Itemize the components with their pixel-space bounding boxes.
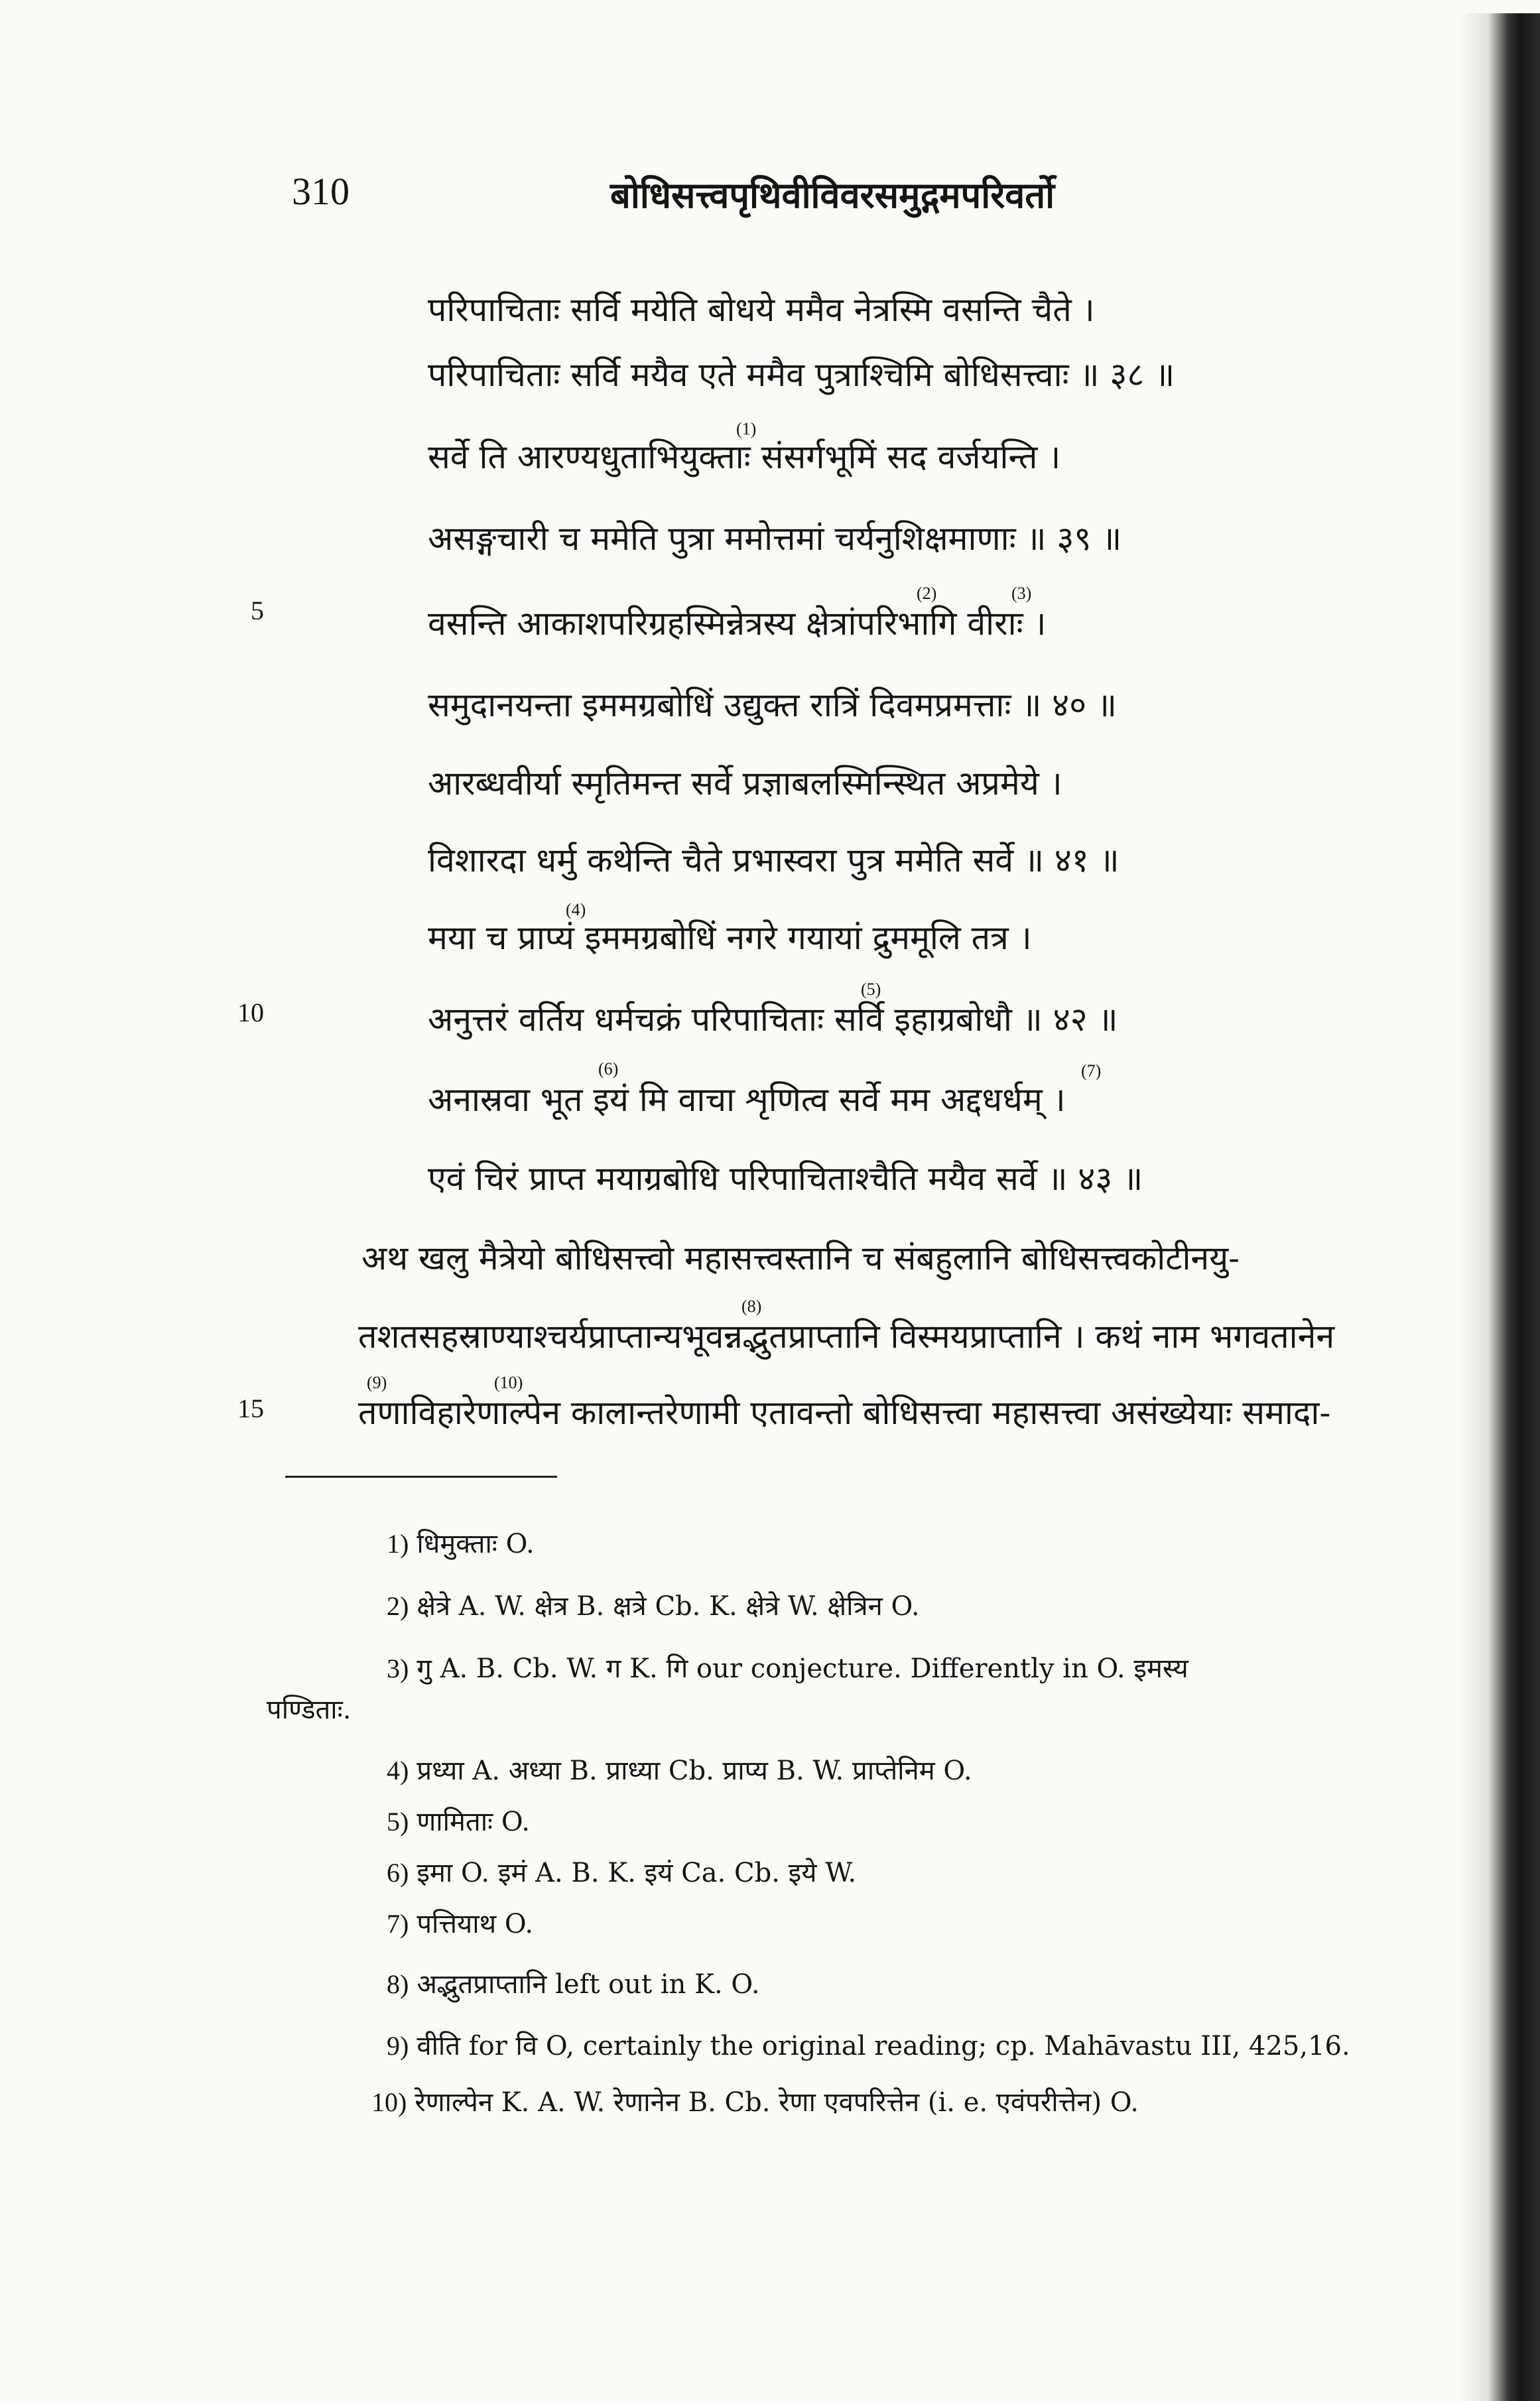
footnote-marker: (3) — [1011, 584, 1032, 603]
verse-line: अनुत्तरं वर्तिय धर्मचक्रं परिपाचिताः सर्वि इहाग्रबोधौ ॥ ४२ ॥ — [428, 1000, 1118, 1039]
footnote-number: 3) — [387, 1654, 409, 1683]
verse-line: विशारदा धर्मु कथेन्ति चैते प्रभास्वरा पुत्र ममेति सर्वे ॥ ४१ ॥ — [428, 841, 1120, 879]
footnote — [387, 1593, 920, 1620]
verse-line: सर्वे ति आरण्यधुताभियुक्ताः संसर्गभूमिं सद वर्जयन्ति । — [428, 438, 1061, 476]
footnote-number: 1) — [387, 1529, 409, 1559]
footnote-text: पण्डिताः. — [267, 1695, 352, 1725]
footnote-marker: (9) — [367, 1373, 387, 1392]
footnote-marker: (1) — [736, 419, 757, 438]
footnote-text: णामिताः O. — [417, 1807, 531, 1837]
page-header — [0, 169, 1540, 229]
footnote-marker: (7) — [1081, 1061, 1102, 1080]
page-number: 310 — [292, 170, 350, 213]
footnote — [387, 1911, 533, 1937]
footnote-separator — [285, 1476, 557, 1478]
footnote — [387, 2033, 1350, 2059]
footnote-marker: (5) — [861, 980, 881, 999]
footnote — [387, 1971, 760, 1998]
footnote-marker: (2) — [917, 584, 937, 603]
footnote-text: क्षेत्रे A. W. क्षेत्र B. क्षत्रे Cb. K. क्षेत्रे W. क्षेत्रिन O. — [417, 1591, 920, 1622]
margin-line-number: 10 — [237, 998, 264, 1027]
footnote-marker: (10) — [494, 1373, 523, 1392]
footnote-number: 6) — [387, 1858, 409, 1888]
verse-line: एवं चिरं प्राप्त मयाग्रबोधि परिपाचिताश्चैति मयैव सर्वे ॥ ४३ ॥ — [428, 1159, 1143, 1198]
footnote-marker: (6) — [598, 1059, 619, 1078]
footnote-text: पत्तियाथ O. — [417, 1909, 534, 1939]
prose-line: तशतसहस्राण्याश्चर्यप्राप्तान्यभूवन्नद्भुतप्राप्तानि विस्मयप्राप्तानि । कथं नाम भगवतानेन — [358, 1317, 1335, 1356]
prose-line: तणाविहारेणाल्पेन कालान्तरेणामी एतावन्तो बोधिसत्त्वा महासत्त्वा असंख्येयाः समादा- — [358, 1394, 1331, 1432]
verse-line: असङ्गचारी च ममेति पुत्रा ममोत्तमां चर्यनुशिक्षमाणाः ॥ ३९ ॥ — [428, 519, 1122, 558]
verse-line: समुदानयन्ता इममग्रबोधिं उद्युक्त रात्रिं दिवमप्रमत्ताः ॥ ४० ॥ — [428, 686, 1118, 724]
footnote-text: इमा O. इमं A. B. K. इयं Ca. Cb. इये W. — [417, 1858, 857, 1888]
footnote — [387, 1655, 1188, 1682]
footnote — [387, 1531, 535, 1557]
margin-line-number: 15 — [237, 1394, 264, 1423]
running-title: बोधिसत्त्वपृथिवीविवरसमुद्गमपरिवर्तो — [610, 174, 1055, 216]
footnote-text: अद्भुतप्राप्तानि left out in K. O. — [417, 1969, 760, 2000]
footnote-number: 8) — [387, 1969, 409, 1999]
margin-line-number: 5 — [251, 596, 264, 625]
footnote-text: वीति for वि O, certainly the original reading; cp. Mahāvastu III, 425,16. — [417, 2031, 1350, 2061]
verse-line: मया च प्राप्यं इममग्रबोधिं नगरे गयायां द्रुममूलि तत्र । — [428, 919, 1032, 957]
footnote-number: 10) — [371, 2087, 407, 2117]
footnote — [387, 1809, 530, 1835]
verse-line: वसन्ति आकाशपरिग्रहस्मिन्नेत्रस्य क्षेत्रांपरिभागि वीराः । — [428, 604, 1047, 643]
verse-line: आरब्धवीर्या स्मृतिमन्त सर्वे प्रज्ञाबलस्मिन्स्थित अप्रमेये । — [428, 764, 1062, 803]
footnote-text: धिमुक्ताः O. — [417, 1529, 535, 1559]
footnote-marker: (8) — [741, 1297, 762, 1316]
footnote — [371, 2089, 1139, 2116]
footnote-number: 4) — [387, 1756, 409, 1785]
footnote-number: 5) — [387, 1807, 409, 1837]
footnote-number: 2) — [387, 1591, 409, 1621]
prose-line: अथ खलु मैत्रेयो बोधिसत्त्वो महासत्त्वस्तानि च संबहुलानि बोधिसत्त्वकोटीनयु- — [361, 1239, 1240, 1277]
footnote-text: गु A. B. Cb. W. ग K. गि our conjecture. Differently in O. इमस्य — [417, 1654, 1188, 1684]
verse-line: परिपाचिताः सर्वि मयैव एते ममैव पुत्राश्चिमि बोधिसत्त्वाः ॥ ३८ ॥ — [428, 356, 1175, 394]
footnote — [387, 1860, 856, 1886]
footnote-text: प्रध्या A. अध्या B. प्राध्या Cb. प्राप्य B. W. प्राप्तेनिम O. — [417, 1756, 972, 1786]
verse-line: अनास्रवा भूत इयं मि वाचा शृणित्व सर्वे मम अद्दधर्धम् । — [428, 1080, 1066, 1119]
footnote-text: रेणाल्पेन K. A. W. रेणानेन B. Cb. रेणा एवपरित्तेन (i. e. एवंपरीत्तेन) O. — [415, 2087, 1139, 2118]
footnote-marker: (4) — [566, 900, 586, 919]
footnote-number: 7) — [387, 1909, 409, 1939]
footnote — [387, 1758, 972, 1784]
page-edge-shadow — [1460, 13, 1540, 2401]
footnote-number: 9) — [387, 2031, 409, 2061]
verse-line: परिपाचिताः सर्वि मयेति बोधये ममैव नेत्रस्मि वसन्ति चैते । — [428, 291, 1095, 329]
footnote-continuation — [259, 1697, 351, 1723]
